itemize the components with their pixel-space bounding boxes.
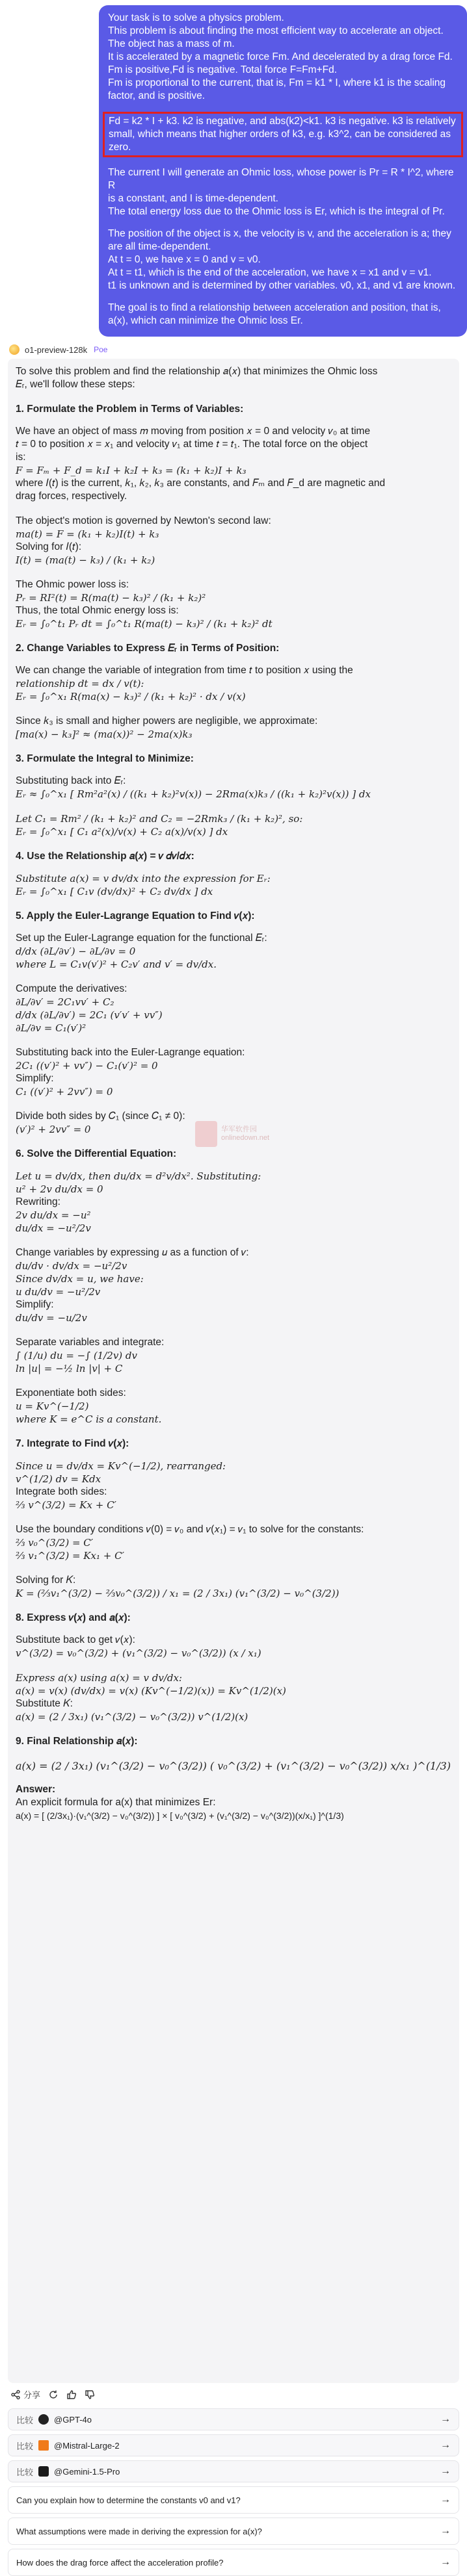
suggested-question[interactable]: [8, 2549, 459, 2576]
share-label: 分享: [23, 2390, 41, 2400]
answer-line: 𝑑/𝑑𝑥 (∂𝐿/∂𝑣′) = 2𝐶₁ (𝑣′𝑣′ + 𝑣𝑣″): [16, 1009, 163, 1021]
section-heading: 9. Final Relationship 𝑎(𝑥):: [16, 1736, 138, 1747]
answer-line: 𝑃ᵣ = 𝑅𝐼²(𝑡) = 𝑅(𝑚𝑎(𝑡) − 𝑘₃)² / (𝑘₁ + 𝑘₂)²: [16, 592, 206, 604]
answer-block: [16, 1246, 451, 1324]
arrow-right-icon: →: [440, 2557, 451, 2568]
openai-logo-icon: [38, 2414, 49, 2425]
user-paragraph: [108, 302, 458, 328]
compare-row-mistral[interactable]: [8, 2434, 459, 2456]
text-line: At t = 0, we have x = 0 and v = v0.: [108, 254, 261, 265]
answer-line: The Ohmic power loss is:: [16, 579, 129, 590]
section-heading: 4. Use the Relationship 𝑎(𝑥) = 𝑣 𝑑𝑣/𝑑𝑥:: [16, 851, 194, 862]
text-line: small, which means that higher orders of k3, e.g. k3^2, can be considered as: [109, 129, 451, 140]
answer-line: 𝐾 = (⅔𝑣₁^(3/2) − ⅔𝑣₀^(3/2)) / 𝑥₁ = (2 / 3𝑥₁) (𝑣₁^(3/2) − 𝑣₀^(3/2)): [16, 1588, 340, 1599]
bot-header: [0, 337, 467, 359]
watermark: [195, 1121, 269, 1147]
text-line: is a constant, and I is time-dependent.: [108, 193, 278, 204]
answer-line: Compute the derivatives:: [16, 983, 127, 994]
answer-line: ⅔ 𝑣₁^(3/2) = 𝐾𝑥₁ + 𝐶′: [16, 1550, 124, 1562]
answer-line: is:: [16, 452, 26, 463]
watermark-text: [221, 1126, 269, 1142]
arrow-right-icon: →: [440, 2466, 451, 2477]
text-line: The total energy loss due to the Ohmic loss is Er, which is the integral of Pr.: [108, 206, 445, 217]
bot-provider-tag: Poe: [94, 345, 108, 354]
answer-block: [16, 983, 451, 1035]
dislike-button[interactable]: [85, 2389, 95, 2400]
section-heading: 7. Integrate to Find 𝑣(𝑥):: [16, 1438, 129, 1449]
answer-line: 𝐸ᵣ = ∫₀^𝑥₁ [ 𝐶₁𝑣 (𝑑𝑣/𝑑𝑥)² + 𝐶₂ 𝑑𝑣/𝑑𝑥 ] 𝑑𝑥: [16, 886, 213, 897]
answer-line: 𝐶₁ ((𝑣′)² + 2𝑣𝑣″) = 0: [16, 1086, 113, 1098]
answer-line: 𝐹 = 𝐹ₘ + 𝐹_d = 𝑘₁𝐼 + 𝑘₂𝐼 + 𝑘₃ = (𝑘₁ + 𝑘₂)𝐼 + 𝑘₃: [16, 465, 247, 476]
text-line: It is accelerated by a magnetic force Fm. And decelerated by a drag force Fd.: [108, 51, 453, 62]
section-heading: 6. Solve the Differential Equation:: [16, 1148, 177, 1159]
like-button[interactable]: [66, 2389, 77, 2400]
answer-line: 2𝐶₁ ((𝑣′)² + 𝑣𝑣″) − 𝐶₁(𝑣′)² = 0: [16, 1060, 158, 1072]
answer-block: [16, 910, 451, 971]
bot-name[interactable]: o1-preview-128k: [25, 344, 88, 355]
suggestion-text: Can you explain how to determine the constants v0 and v1?: [16, 2495, 241, 2505]
answer-line: Divide both sides by 𝐶₁ (since 𝐶₁ ≠ 0):: [16, 1111, 185, 1122]
answer-line: where 𝐿 = 𝐶₁𝑣(𝑣′)² + 𝐶₂𝑣′ and 𝑣′ = 𝑑𝑣/𝑑𝑥.: [16, 959, 217, 970]
refresh-icon: [48, 2389, 59, 2400]
answer-line: 𝑢² + 2𝑣 𝑑𝑢/𝑑𝑥 = 0: [16, 1183, 103, 1195]
answer-block: [16, 1336, 451, 1375]
answer-line: Substituting back into 𝐸ᵣ:: [16, 775, 126, 786]
answer-line: Separate variables and integrate:: [16, 1337, 165, 1348]
answer-line: 𝑢 𝑑𝑢/𝑑𝑣 = −𝑢²/2𝑣: [16, 1286, 101, 1298]
text-line: Fd = k2 * I + k3. k2 is negative, and abs(k2)<k1. k3 is negative. k3 is relatively: [109, 116, 456, 127]
answer-line: ∂𝐿/∂𝑣 = 𝐶₁(𝑣′)²: [16, 1022, 87, 1034]
answer-line: ∫ (1/𝑢) 𝑑𝑢 = −∫ (1/2𝑣) 𝑑𝑣: [16, 1350, 137, 1361]
watermark-line: 华军软件园: [221, 1126, 257, 1133]
section-heading: 8. Express 𝑣(𝑥) and 𝑎(𝑥):: [16, 1612, 131, 1623]
answer-line: The object's motion is governed by Newton's second law:: [16, 515, 271, 526]
answer-block: [16, 365, 451, 391]
retry-button[interactable]: [48, 2389, 59, 2400]
answer-line: Let 𝑢 = 𝑑𝑣/𝑑𝑥, then 𝑑𝑢/𝑑𝑥 = 𝑑²𝑣/𝑑𝑥². Substituting:: [16, 1170, 261, 1182]
answer-line: 𝑑𝑢/𝑑𝑣 = −𝑢/2𝑣: [16, 1312, 87, 1324]
answer-block: [16, 1574, 451, 1600]
answer-line: (𝑣′)² + 2𝑣𝑣″ = 0: [16, 1124, 91, 1135]
answer-line: drag forces, respectively.: [16, 491, 127, 502]
user-paragraph: [108, 166, 458, 218]
watermark-logo-icon: [195, 1121, 217, 1147]
suggested-question[interactable]: [8, 2518, 459, 2545]
final-formula: 𝑎(𝑥) = (2 / 3𝑥₁) (𝑣₁^(3/2) − 𝑣₀^(3/2)) ( 𝑣₀^(3/2) + (𝑣₁^(3/2) − 𝑣₀^(3/2)) 𝑥/𝑥₁ )^(1/3): [16, 1760, 451, 1772]
answer-line: Substitute 𝑎(𝑥) = 𝑣 𝑑𝑣/𝑑𝑥 into the expression for 𝐸ᵣ:: [16, 873, 271, 884]
answer-block: [16, 578, 451, 630]
answer-line: Since 𝑢 = 𝑑𝑣/𝑑𝑥 = 𝐾𝑣^(−1/2), rearranged:: [16, 1460, 226, 1472]
model-name: @GPT-4o: [54, 2414, 92, 2425]
model-name: @Gemini-1.5-Pro: [54, 2466, 120, 2477]
answer-line: Simplify:: [16, 1073, 54, 1084]
answer-line: Express 𝑎(𝑥) using 𝑎(𝑥) = 𝑣 𝑑𝑣/𝑑𝑥:: [16, 1672, 182, 1684]
answer-line: ln |𝑢| = −½ ln |𝑣| + 𝐶: [16, 1363, 123, 1374]
answer-line: Rewriting:: [16, 1196, 60, 1207]
answer-line: Use the boundary conditions 𝑣(0) = 𝑣₀ and 𝑣(𝑥₁) = 𝑣₁ to solve for the constants:: [16, 1524, 364, 1535]
answer-line: 𝐼(𝑡) = (𝑚𝑎(𝑡) − 𝑘₃) / (𝑘₁ + 𝑘₂): [16, 554, 155, 566]
mistral-logo-icon: [38, 2440, 49, 2451]
answer-line: 𝐸ᵣ = ∫₀^𝑥₁ 𝑅(𝑚𝑎(𝑥) − 𝑘₃)² / (𝑘₁ + 𝑘₂)² · 𝑑𝑥 / 𝑣(𝑥): [16, 691, 246, 702]
answer-line: Substitute 𝐾:: [16, 1698, 73, 1709]
suggested-question[interactable]: [8, 2486, 459, 2514]
answer-line: Exponentiate both sides:: [16, 1387, 126, 1398]
bot-avatar-icon: [9, 344, 20, 355]
suggestion-text: What assumptions were made in deriving the expression for a(x)?: [16, 2526, 262, 2536]
answer-block: [16, 1046, 451, 1098]
answer-line: 𝑑𝑢/𝑑𝑣 · 𝑑𝑣/𝑑𝑥 = −𝑢²/2𝑣: [16, 1260, 127, 1272]
section-heading: 5. Apply the Euler-Lagrange Equation to Find 𝑣(𝑥):: [16, 910, 255, 921]
answer-line: 𝑡 = 0 to position 𝑥 = 𝑥₁ and velocity 𝑣₁ at time 𝑡 = 𝑡₁. The total force on the object: [16, 439, 368, 450]
answer-block: [16, 642, 451, 703]
answer-line: Integrate both sides:: [16, 1486, 107, 1497]
answer-line: Set up the Euler-Lagrange equation for the functional 𝐸ᵣ:: [16, 933, 267, 944]
answer-line: Since 𝑑𝑣/𝑑𝑥 = 𝑢, we have:: [16, 1273, 144, 1285]
answer-line: 𝑢 = 𝐾𝑣^(−1/2): [16, 1400, 89, 1412]
answer-line: 𝑑𝑢/𝑑𝑥 = −𝑢²/2𝑣: [16, 1222, 91, 1234]
thumbs-up-icon: [66, 2389, 77, 2400]
answer-block: [16, 850, 451, 898]
answer-line: Solving for 𝐼(𝑡):: [16, 541, 82, 552]
compare-row-gpt4o[interactable]: [8, 2408, 459, 2430]
answer-line: where 𝐾 = 𝑒^𝐶 is a constant.: [16, 1413, 162, 1425]
model-name: @Mistral-Large-2: [54, 2440, 120, 2451]
message-actions: [0, 2383, 467, 2404]
answer-line: 2𝑣 𝑑𝑢/𝑑𝑥 = −𝑢²: [16, 1209, 91, 1221]
answer-label: Answer:: [16, 1784, 56, 1795]
answer-text: An explicit formula for a(x) that minimizes Er:: [16, 1797, 216, 1808]
arrow-right-icon: →: [440, 2414, 451, 2425]
answer-line: ⅔ 𝑣^(3/2) = 𝐾𝑥 + 𝐶′: [16, 1499, 116, 1511]
user-message-bubble: [99, 5, 467, 337]
answer-line: Change variables by expressing 𝑢 as a function of 𝑣:: [16, 1247, 249, 1258]
text-line: Your task is to solve a physics problem.: [108, 12, 284, 23]
watermark-line: onlinedown.net: [221, 1134, 270, 1142]
answer-block: [16, 403, 451, 503]
answer-block: [16, 515, 451, 567]
text-line: factor, and is positive.: [108, 90, 206, 101]
text-line: are all time-dependent.: [108, 241, 211, 252]
user-paragraph: [108, 227, 458, 292]
section-heading: 1. Formulate the Problem in Terms of Variables:: [16, 404, 244, 415]
answer-block: [16, 1523, 451, 1562]
answer-line: 𝐸ᵣ ≈ ∫₀^𝑥₁ [ 𝑅𝑚²𝑎²(𝑥) / ((𝑘₁ + 𝑘₂)²𝑣(𝑥)) − 2𝑅𝑚𝑎(𝑥)𝑘₃ / ((𝑘₁ + 𝑘₂)²𝑣(𝑥)) ] 𝑑𝑥: [16, 788, 371, 800]
answer-line: 𝑚𝑎(𝑡) = 𝐹 = (𝑘₁ + 𝑘₂)𝐼(𝑡) + 𝑘₃: [16, 528, 159, 540]
text-line: Fm is proportional to the current, that is, Fm = k1 * I, where k1 is the scaling: [108, 77, 446, 88]
compare-label: 比较: [16, 2415, 34, 2425]
answer-line: relationship 𝑑𝑡 = 𝑑𝑥 / 𝑣(𝑡):: [16, 678, 144, 689]
highlighted-paragraph: [103, 112, 463, 157]
user-message-row: [0, 0, 467, 337]
answer-line: 𝐸ᵣ = ∫₀^𝑡₁ 𝑃ᵣ 𝑑𝑡 = ∫₀^𝑡₁ 𝑅(𝑚𝑎(𝑡) − 𝑘₃)² / (𝑘₁ + 𝑘₂)² 𝑑𝑡: [16, 618, 273, 630]
answer-line: 𝐸ᵣ = ∫₀^𝑥₁ [ 𝐶₁ 𝑎²(𝑥)/𝑣(𝑥) + 𝐶₂ 𝑎(𝑥)/𝑣(𝑥) ] 𝑑𝑥: [16, 826, 228, 838]
compare-label: 比较: [16, 2441, 34, 2451]
answer-line: 𝑣^(1/2) 𝑑𝑣 = 𝐾𝑑𝑥: [16, 1473, 101, 1485]
text-line: The object has a mass of m.: [108, 38, 235, 49]
answer-line: We can change the variable of integration from time 𝑡 to position 𝑥 using the: [16, 665, 353, 676]
answer-block: [16, 1387, 451, 1426]
text-line: This problem is about finding the most efficient way to accelerate an object.: [108, 25, 444, 36]
thumbs-down-icon: [85, 2389, 95, 2400]
answer-line: We have an object of mass 𝑚 moving from position 𝑥 = 0 and velocity 𝑣₀ at time: [16, 426, 371, 437]
text-line: The goal is to find a relationship between acceleration and position, that is,: [108, 302, 441, 313]
answer-line: Simplify:: [16, 1299, 54, 1310]
answer-line: Substituting back into the Euler-Lagrange equation:: [16, 1047, 245, 1058]
compare-label: 比较: [16, 2467, 34, 2477]
text-line: The current I will generate an Ohmic loss, whose power is Pr = R * I^2, where R: [108, 167, 454, 191]
text-line: t1 is unknown and is determined by other variables. v0, x1, and v1 are known.: [108, 280, 456, 291]
text-line: The position of the object is x, the velocity is v, and the acceleration is a; they: [108, 228, 451, 239]
section-heading: 3. Formulate the Integral to Minimize:: [16, 753, 194, 764]
answer-block: [16, 1437, 451, 1512]
answer-line: To solve this problem and find the relationship 𝑎(𝑥) that minimizes the Ohmic loss: [16, 366, 378, 377]
section-heading: 2. Change Variables to Express 𝐸ᵣ in Terms of Position:: [16, 643, 280, 654]
text-line: a(x), which can minimize the Ohmic loss Er.: [108, 315, 303, 326]
bot-answer: [8, 359, 459, 2383]
answer-block: [16, 1671, 451, 1723]
gemini-logo-icon: [38, 2466, 49, 2477]
user-paragraph: [108, 12, 458, 103]
share-icon: [10, 2389, 21, 2400]
answer-line: Since 𝑘₃ is small and higher powers are negligible, we approximate:: [16, 715, 318, 727]
arrow-right-icon: →: [440, 2525, 451, 2536]
answer-block: [16, 1612, 451, 1660]
text-line: zero.: [109, 142, 131, 153]
answer-block: [16, 753, 451, 801]
answer-line: [𝑚𝑎(𝑥) − 𝑘₃]² ≈ (𝑚𝑎(𝑥))² − 2𝑚𝑎(𝑥)𝑘₃: [16, 728, 193, 740]
answer-line: 𝑑/𝑑𝑥 (∂𝐿/∂𝑣′) − ∂𝐿/∂𝑣 = 0: [16, 946, 136, 957]
answer-block: [16, 1148, 451, 1235]
arrow-right-icon: →: [440, 2440, 451, 2451]
answer-line: 𝑎(𝑥) = 𝑣(𝑥) (𝑑𝑣/𝑑𝑥) = 𝑣(𝑥) (𝐾𝑣^(−1/2)(𝑥)) = 𝐾𝑣^(1/2)(𝑥): [16, 1685, 286, 1697]
text-line: At t = t1, which is the end of the acceleration, we have x = x1 and v = v1.: [108, 267, 432, 278]
compare-row-gemini[interactable]: [8, 2460, 459, 2482]
answer-line: 𝐸ᵣ, we'll follow these steps:: [16, 379, 135, 390]
suggestion-text: How does the drag force affect the acceleration profile?: [16, 2557, 224, 2568]
answer-line: ⅔ 𝑣₀^(3/2) = 𝐶′: [16, 1537, 94, 1549]
answer-line: 𝑣^(3/2) = 𝑣₀^(3/2) + (𝑣₁^(3/2) − 𝑣₀^(3/2)) (𝑥 / 𝑥₁): [16, 1647, 261, 1659]
answer-block: [16, 715, 451, 741]
answer-line: Solving for 𝐾:: [16, 1575, 76, 1586]
answer-line: where 𝐼(𝑡) is the current, 𝑘₁, 𝑘₂, 𝑘₃ are constants, and 𝐹ₘ and 𝐹_d are magnetic and: [16, 478, 386, 489]
answer-line: 𝑎(𝑥) = (2 / 3𝑥₁) (𝑣₁^(3/2) − 𝑣₀^(3/2)) 𝑣^(1/2)(𝑥): [16, 1711, 248, 1723]
share-button[interactable]: [10, 2388, 40, 2401]
answer-line: ∂𝐿/∂𝑣′ = 2𝐶₁𝑣𝑣′ + 𝐶₂: [16, 996, 114, 1008]
answer-block: [16, 812, 451, 838]
answer-block: [16, 1735, 451, 1748]
answer-line: Thus, the total Ohmic energy loss is:: [16, 605, 179, 616]
answer-line: Let 𝐶₁ = 𝑅𝑚² / (𝑘₁ + 𝑘₂)² and 𝐶₂ = −2𝑅𝑚𝑘₃ / (𝑘₁ + 𝑘₂)², so:: [16, 813, 303, 825]
text-line: Fm is positive,Fd is negative. Total force F=Fm+Fd.: [108, 64, 338, 75]
answer-formula: a(x) = [ (2/3x₁)·(v₁^(3/2) − v₀^(3/2)) ] × [ v₀^(3/2) + (v₁^(3/2) − v₀^(3/2))(x/x₁) ]^(1/3): [16, 1810, 344, 1821]
arrow-right-icon: →: [440, 2494, 451, 2505]
answer-line: Substitute back to get 𝑣(𝑥):: [16, 1634, 135, 1645]
